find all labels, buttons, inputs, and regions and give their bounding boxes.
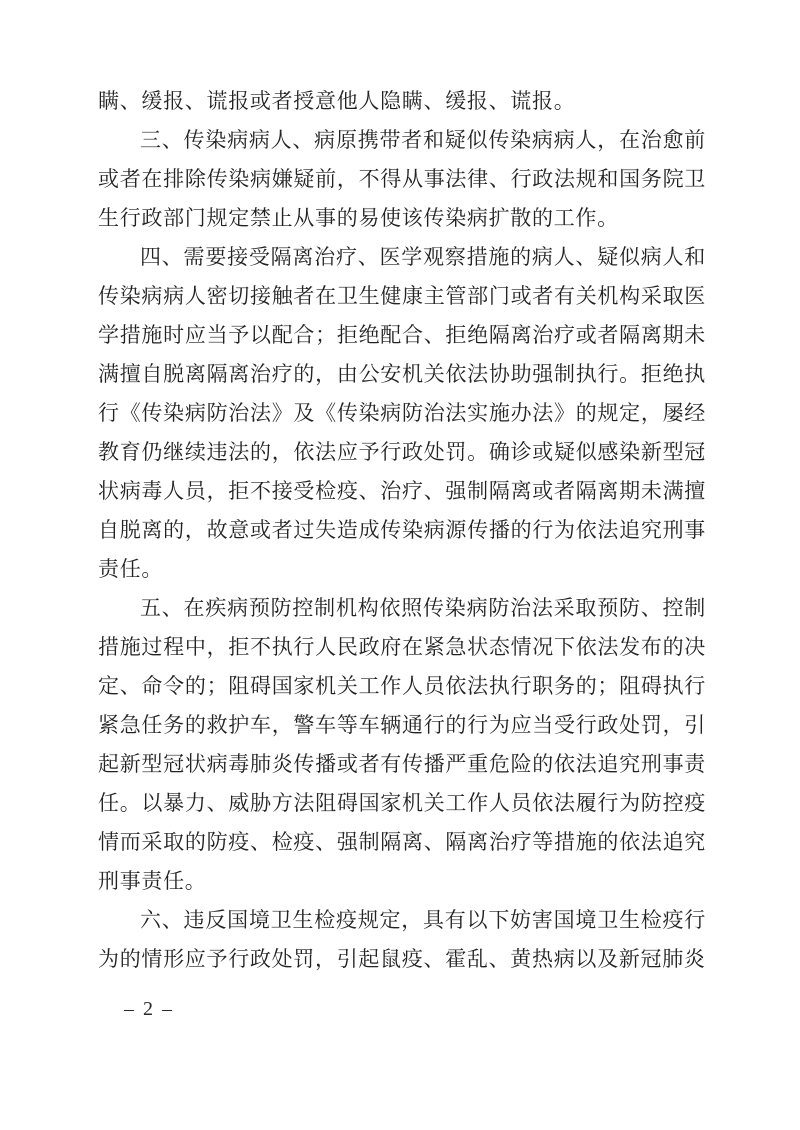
paragraph-item-4: 四、需要接受隔离治疗、医学观察措施的病人、疑似病人和传染病病人密切接触者在卫生健康主管部门或者有关机构采取医学措施时应当予以配合；拒绝配合、拒绝隔离治疗或者隔离期未满擅自脱离隔离治疗的，由公安机关依法协助强制执行。拒绝执行《传染病防治法》及《传染病防治法实施办法》的规定，屡经教育仍继续违法的，依法应予行政处罚。确诊或疑似感染新型冠状病毒人员，拒不接受检疫、治疗、强制隔离或者隔离期未满擅自脱离的，故意或者过失造成传染病源传播的行为依法追究刑事责任。 bbox=[98, 245, 706, 581]
page-number: – 2 – bbox=[124, 998, 174, 1020]
paragraph-item-6: 六、违反国境卫生检疫规定，具有以下妨害国境卫生检疫行为的情形应予行政处罚，引起鼠疫、霍乱、黄热病以及新冠肺炎 bbox=[98, 908, 706, 971]
paragraph-item-5: 五、在疾病预防控制机构依照传染病防治法采取预防、控制措施过程中，拒不执行人民政府在紧急状态情况下依法发布的决定、命令的；阻碍国家机关工作人员依法执行职务的；阻碍执行紧急任务的救护车，警车等车辆通行的行为应当受行政处罚，引起新型冠状病毒肺炎传播或者有传播严重危险的依法追究刑事责任。以暴力、威胁方法阻碍国家机关工作人员依法履行为防控疫情而采取的防疫、检疫、强制隔离、隔离治疗等措施的依法追究刑事责任。 bbox=[98, 596, 706, 893]
document-body bbox=[98, 82, 706, 979]
paragraph-continuation: 瞒、缓报、谎报或者授意他人隐瞒、缓报、谎报。 bbox=[98, 89, 576, 113]
paragraph-item-3: 三、传染病病人、病原携带者和疑似传染病病人，在治愈前或者在排除传染病嫌疑前，不得从事法律、行政法规和国务院卫生行政部门规定禁止从事的易使该传染病扩散的工作。 bbox=[98, 128, 706, 230]
